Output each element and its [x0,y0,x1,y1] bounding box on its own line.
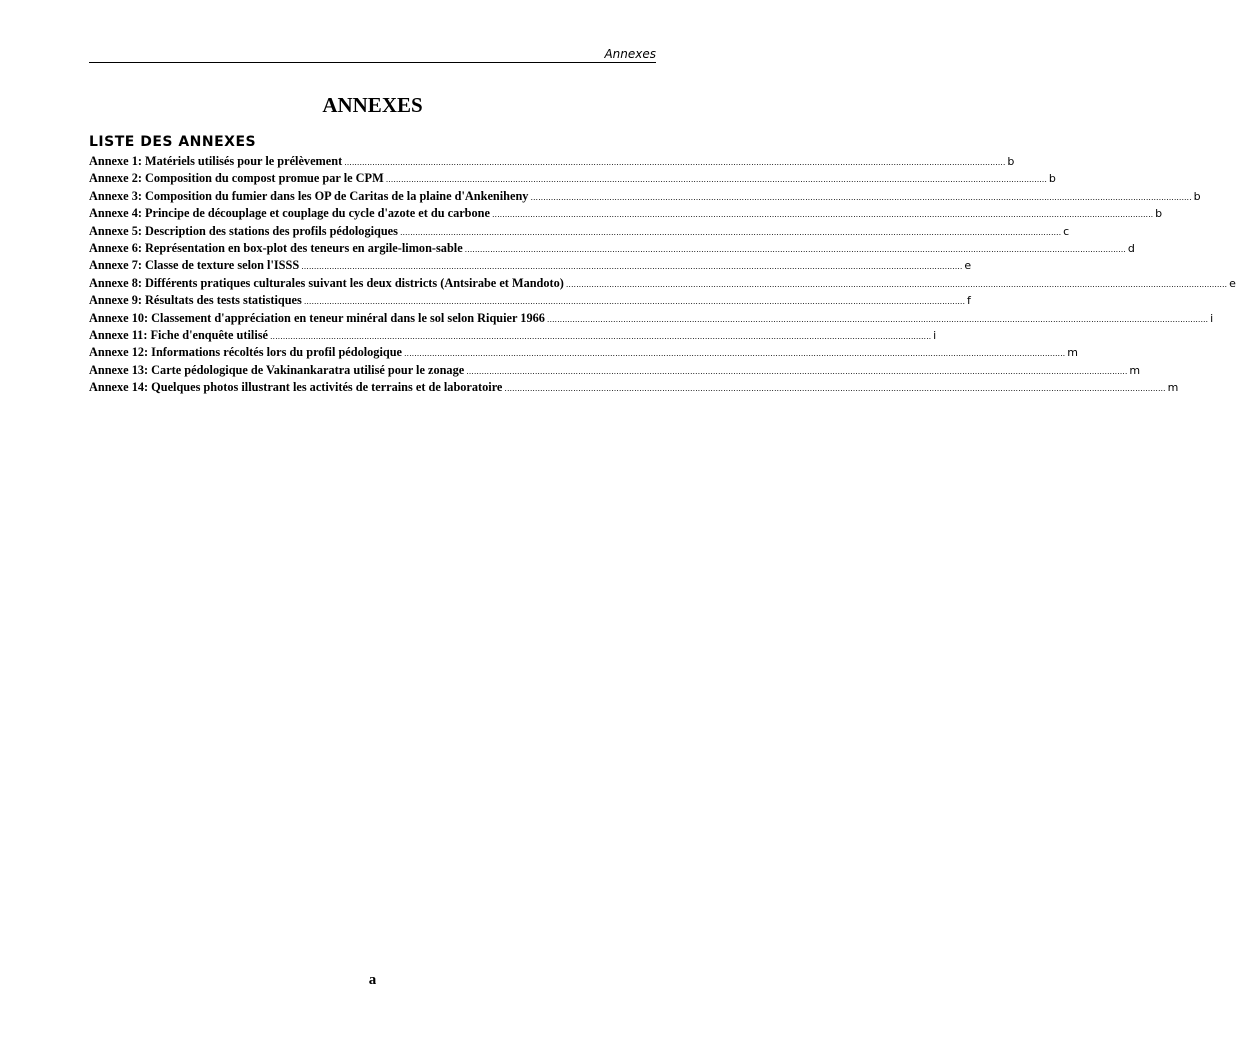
toc-entry[interactable] [89,223,1070,240]
dot-leader [530,189,1191,206]
toc-entry-label: Annexe 12: Informations récoltés lors du profil pédologique [89,345,403,360]
toc-entry-page: e [1229,276,1236,290]
toc-entry-page: b [1007,155,1015,168]
toc-entry-page: m [1129,363,1141,377]
toc-entry-page: i [933,328,937,342]
toc-entry-page: d [1127,241,1135,255]
toc-entry-page: f [966,294,971,308]
toc-entry[interactable] [89,188,1201,205]
toc-entry[interactable] [89,344,1078,361]
running-header-text: Annexes [604,47,656,61]
page-number: a [368,972,377,988]
list-heading: LISTE DES ANNEXES [89,134,257,150]
toc-entry[interactable] [89,205,1163,222]
dot-leader [270,328,931,345]
toc-entry-label: Annexe 14: Quelques photos illustrant les activités de terrains et de laboratoire [89,380,503,395]
toc-entry-label: Annexe 3: Composition du fumier dans les OP de Caritas de la plaine d'Ankeniheny [89,188,529,203]
toc-entry[interactable] [89,153,1015,170]
dot-leader [404,345,1065,362]
dot-leader [492,206,1153,223]
toc-entry[interactable] [89,257,972,274]
toc-entry-label: Annexe 4: Principe de découplage et couplage du cycle d'azote et du carbone [89,206,490,221]
toc-entry-page: e [964,259,972,273]
dot-leader [400,224,1061,241]
toc-entry-label: Annexe 13: Carte pédologique de Vakinankaratra utilisé pour le zonage [89,362,465,377]
dot-leader [504,380,1165,397]
toc-entry-page: b [1048,172,1056,186]
dot-leader [566,276,1227,293]
toc-entry-label: Annexe 2: Composition du compost promue par le CPM [89,171,384,186]
dot-leader [386,171,1047,188]
dot-leader [301,258,962,275]
annex-list [89,153,1236,396]
toc-entry-label: Annexe 6: Représentation en box-plot des teneurs en argile-limon-sable [89,240,463,255]
toc-entry-page: b [1155,207,1163,221]
toc-entry[interactable] [89,310,1214,327]
dot-leader [547,311,1208,328]
toc-entry[interactable] [89,275,1236,292]
page-title: ANNEXES [322,93,423,117]
toc-entry-page: i [1210,311,1214,325]
toc-entry[interactable] [89,362,1141,379]
toc-entry-label: Annexe 9: Résultats des tests statistiques [89,293,302,308]
toc-entry-label: Annexe 5: Description des stations des profils pédologiques [89,223,398,238]
toc-entry-label: Annexe 11: Fiche d'enquête utilisé [89,327,268,342]
toc-entry-page: b [1193,189,1201,203]
toc-entry-label: Annexe 10: Classement d'appréciation en teneur minéral dans le sol selon Riquier 1966 [89,310,545,325]
toc-entry[interactable] [89,240,1135,257]
toc-entry-page: m [1067,346,1078,360]
dot-leader [304,293,965,310]
toc-entry-label: Annexe 8: Différents pratiques culturales suivant les deux districts (Antsirabe et Mandoto) [89,275,564,290]
dot-leader [466,363,1127,380]
toc-entry-page: m [1167,381,1179,395]
dot-leader [344,154,1005,171]
dot-leader [465,241,1126,258]
toc-entry-label: Annexe 7: Classe de texture selon l'ISSS [89,258,300,273]
toc-entry[interactable] [89,292,971,309]
toc-entry[interactable] [89,379,1179,396]
toc-entry[interactable] [89,327,937,344]
toc-entry-label: Annexe 1: Matériels utilisés pour le prélèvement [89,154,343,168]
toc-entry[interactable] [89,170,1056,187]
running-header [89,44,656,63]
toc-entry-page: c [1063,224,1070,238]
